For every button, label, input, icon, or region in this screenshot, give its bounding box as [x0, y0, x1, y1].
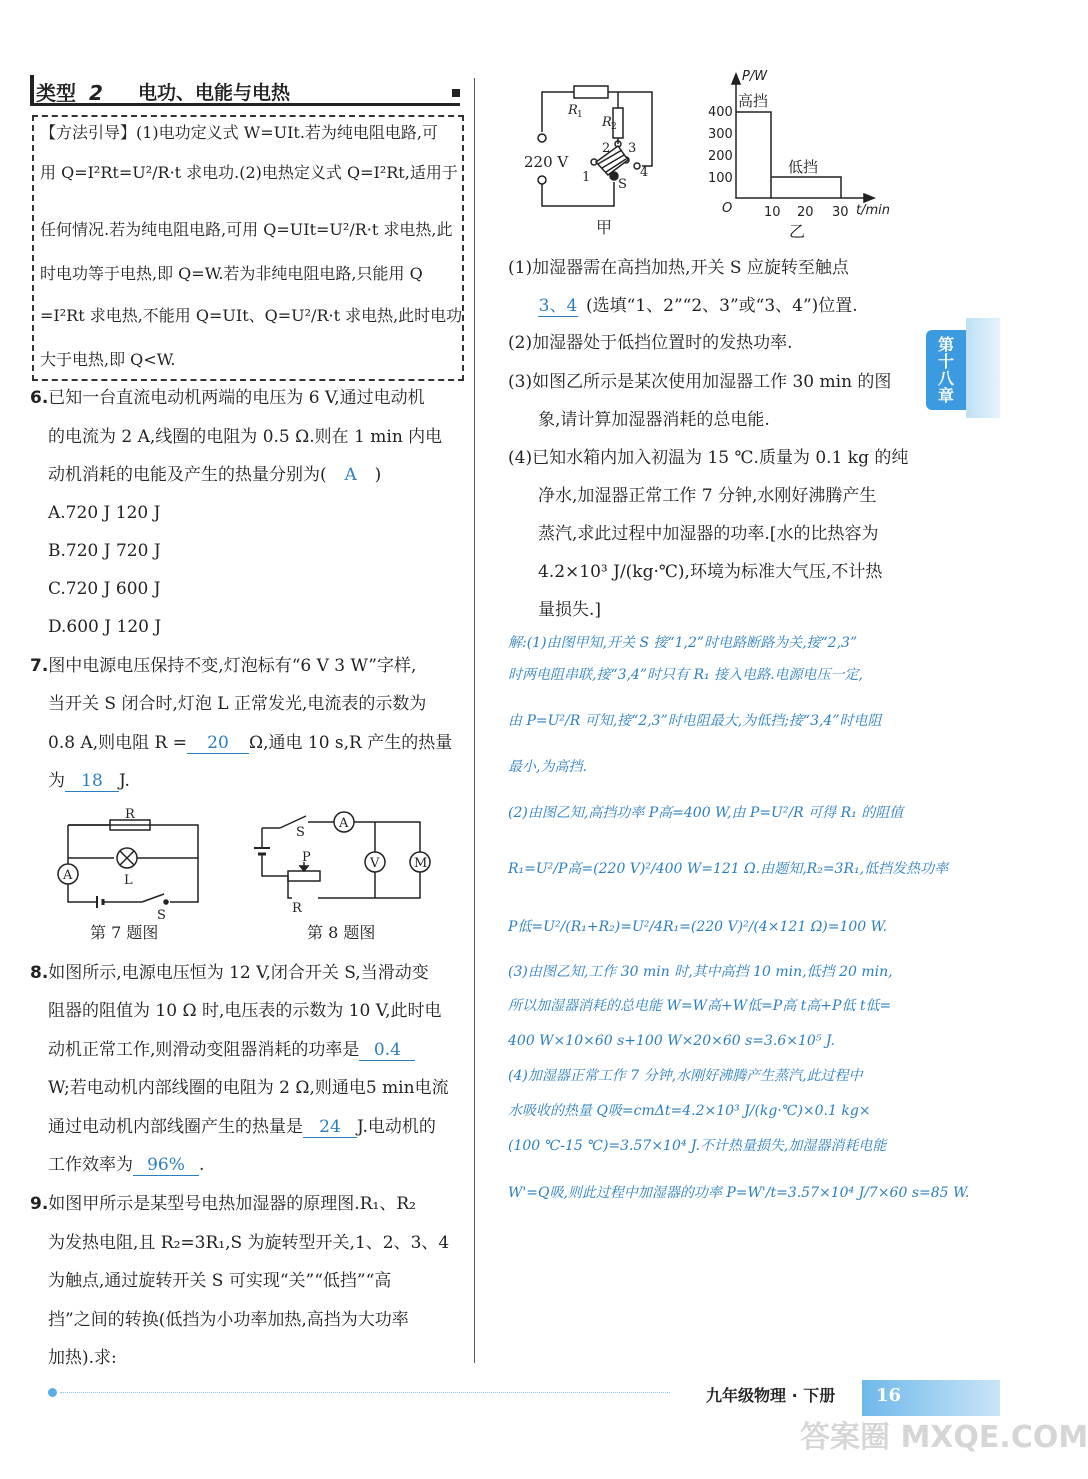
svg-text:S: S: [296, 825, 305, 840]
q7-answer-r: 20: [187, 733, 249, 754]
q7-line: 0.8 A,则电阻 R = 20 Ω,通电 10 s,R 产生的热量: [48, 733, 453, 753]
q6-answer: A: [344, 465, 357, 485]
method-line: =I²Rt 求电热,不能用 Q=UIt、Q=U²/R·t 求电热,此时电功: [40, 306, 463, 325]
figure-yi-graph: [700, 68, 910, 228]
figure-jia-caption: 甲: [596, 218, 613, 237]
q9-sub2: (2)加湿器处于低挡位置时的发热功率.: [508, 333, 793, 353]
q9-line: 为发热电阻,且 R₂=3R₁,S 为旋转型开关,1、2、3、4: [48, 1233, 450, 1253]
q8-answer-efficiency: 96%: [133, 1155, 199, 1176]
q6-line: 动机消耗的电能及产生的热量分别为( A ): [48, 465, 382, 485]
type-label: 类型 2: [36, 81, 103, 105]
svg-text:2: 2: [602, 141, 611, 156]
svg-text:3: 3: [628, 141, 637, 156]
solution-line: R₁=U²/P高=(220 V)²/400 W=121 Ω.由题知,R₂=3R₁,低挡发热功率: [508, 861, 949, 877]
figure-8-caption: 第 8 题图: [307, 923, 376, 942]
figure-8-circuit: [248, 808, 438, 918]
method-line: 用 Q=I²Rt=U²/R·t 求电功.(2)电热定义式 Q=I²Rt,适用于: [40, 163, 458, 182]
question-6: 6.已知一台直流电动机两端的电压为 6 V,通过电动机: [30, 388, 425, 408]
graph-xtick: 20: [797, 205, 814, 220]
question-7: 7.图中电源电压保持不变,灯泡标有“6 V 3 W”字样,: [30, 656, 417, 676]
graph-ytick: 100: [708, 171, 733, 186]
solution-line: (100 ℃-15 ℃)=3.57×10⁴ J.不计热量损失,加湿器消耗电能: [508, 1138, 887, 1154]
solution-line: 最小,为高挡.: [508, 759, 587, 775]
q8-line: 工作效率为 96% .: [48, 1155, 205, 1175]
solution-line: 由 P=U²/R 可知,接“2,3”时电阻最大,为低挡;接“3,4”时电阻: [508, 713, 882, 729]
header-square-icon: [452, 89, 460, 97]
solution-line: 所以加湿器消耗的总电能 W=W高+W低=P高 t高+P低 t低=: [508, 998, 892, 1014]
svg-text:A: A: [63, 868, 73, 883]
question-9: 9.如图甲所示是某型号电热加湿器的原理图.R₁、R₂: [30, 1194, 416, 1214]
svg-text:M: M: [414, 856, 428, 871]
q9-sub4: 量损失.]: [538, 600, 602, 620]
svg-text:S: S: [157, 908, 166, 923]
solution-line: 解:(1)由图甲知,开关 S 接“1,2”时电路断路为关,接“2,3”: [508, 635, 858, 651]
graph-ytick: 200: [708, 149, 733, 164]
svg-text:1: 1: [577, 110, 583, 120]
q6-option: C.720 J 600 J: [48, 579, 161, 599]
svg-text:1: 1: [582, 170, 591, 185]
q8-line: 动机正常工作,则滑动变阻器消耗的功率是 0.4: [48, 1040, 415, 1061]
method-line: 【方法引导】(1)电功定义式 W=UIt.若为纯电阻电路,可: [40, 123, 439, 142]
svg-text:R: R: [125, 807, 135, 822]
graph-low-label: 低挡: [788, 158, 819, 176]
question-8: 8.如图所示,电源电压恒为 12 V,闭合开关 S,当滑动变: [30, 963, 429, 983]
q9-sub1-answer: 3、4 (选填“1、2”“2、3”或“3、4”)位置.: [538, 296, 858, 316]
solution-line: W'=Q吸,则此过程中加湿器的功率 P=W'/t=3.57×10⁴ J/7×60 s=85 W.: [508, 1185, 970, 1201]
q8-answer-heat: 24: [303, 1117, 357, 1138]
q9-line: 挡”之间的转换(低挡为小功率加热,高挡为大功率: [48, 1310, 409, 1330]
graph-ytick: 400: [708, 105, 733, 120]
q8-answer-power: 0.4: [359, 1040, 415, 1061]
footer-line: [60, 1392, 670, 1393]
footer-dot: [48, 1388, 57, 1397]
graph-origin: O: [722, 201, 733, 216]
svg-text:R: R: [602, 115, 612, 130]
header-left-bar: [30, 75, 34, 103]
graph-xtick: 30: [832, 205, 849, 220]
q8-line: W;若电动机内部线圈的电阻为 2 Ω,则通电5 min电流: [48, 1078, 449, 1098]
figure-7-caption: 第 7 题图: [90, 923, 159, 942]
watermark: 答案圈 MXQE.COM: [800, 1420, 1088, 1455]
q9-sub1: (1)加湿器需在高挡加热,开关 S 应旋转至触点: [508, 258, 849, 278]
q9-sub3: 象,请计算加湿器消耗的总电能.: [538, 410, 770, 430]
tab-edge-decoration: [966, 318, 1000, 418]
svg-text:2: 2: [611, 122, 617, 132]
svg-text:L: L: [124, 873, 133, 888]
q8-line: 阻器的阻值为 10 Ω 时,电压表的示数为 10 V,此时电: [48, 1001, 442, 1021]
solution-line: 水吸收的热量 Q吸=cmΔt=4.2×10³ J/(kg·℃)×0.1 kg×: [508, 1103, 871, 1119]
svg-text:S: S: [618, 177, 627, 192]
q8-line: 通过电动机内部线圈产生的热量是 24 J.电动机的: [48, 1117, 436, 1137]
method-box: [32, 115, 464, 381]
svg-text:V: V: [370, 856, 380, 871]
graph-high-label: 高挡: [738, 92, 769, 110]
figure-yi-caption: 乙: [789, 222, 806, 241]
q7-line: 为 18 J.: [48, 771, 130, 791]
solution-line: P低=U²/(R₁+R₂)=U²/4R₁=(220 V)²/(4×121 Ω)=100 W.: [508, 919, 888, 935]
svg-text:P: P: [302, 850, 311, 865]
graph-xlabel: t/min: [856, 203, 890, 218]
voltage-label: 220 V: [524, 153, 569, 171]
q9-sub4: (4)已知水箱内加入初温为 15 ℃.质量为 0.1 kg 的纯: [508, 448, 909, 468]
solution-line: 时两电阻串联,接“3,4”时只有 R₁ 接入电路.电源电压一定,: [508, 667, 863, 683]
method-line: 任何情况.若为纯电阻电路,可用 Q=UIt=U²/R·t 求电热,此: [40, 220, 453, 239]
q7-line: 当开关 S 闭合时,灯泡 L 正常发光,电流表的示数为: [48, 694, 427, 714]
q9-line: 加热).求:: [48, 1348, 117, 1368]
q7-answer-heat: 18: [65, 771, 119, 792]
graph-ylabel: P/W: [742, 69, 768, 84]
q6-option: D.600 J 120 J: [48, 617, 162, 637]
rheostat-icon: [288, 871, 320, 881]
q6-option: A.720 J 120 J: [48, 503, 161, 523]
solution-line: (3)由图乙知,工作 30 min 时,其中高挡 10 min,低挡 20 min,: [508, 964, 893, 980]
graph-ytick: 300: [708, 127, 733, 142]
section-header: [30, 75, 460, 106]
column-divider: [474, 78, 475, 1363]
q9-sub4: 4.2×10³ J/(kg·℃),环境为标准大气压,不计热: [538, 562, 883, 582]
method-line: 大于电热,即 Q<W.: [40, 350, 176, 369]
svg-text:A: A: [339, 816, 349, 831]
resistor-r1-icon: [574, 86, 608, 98]
q6-option: B.720 J 720 J: [48, 541, 161, 561]
chapter-tab[interactable]: 第 十 八 章: [926, 330, 966, 410]
method-line: 时电功等于电热,即 Q=W.若为非纯电阻电路,只能用 Q: [40, 264, 423, 283]
svg-text:4: 4: [640, 165, 649, 180]
solution-line: 400 W×10×60 s+100 W×20×60 s=3.6×10⁵ J.: [508, 1033, 835, 1049]
figure-7-circuit: [52, 807, 212, 923]
solution-line: (2)由图乙知,高挡功率 P高=400 W,由 P=U²/R 可得 R₁ 的阻值: [508, 805, 904, 821]
svg-text:R: R: [568, 103, 578, 118]
solution-line: (4)加湿器正常工作 7 分钟,水刚好沸腾产生蒸汽,此过程中: [508, 1068, 863, 1084]
q9-sub4: 净水,加湿器正常工作 7 分钟,水刚好沸腾产生: [538, 486, 877, 506]
page-number: 16: [876, 1385, 902, 1406]
svg-text:R: R: [292, 901, 302, 916]
graph-xtick: 10: [764, 205, 781, 220]
q9-sub3: (3)如图乙所示是某次使用加湿器工作 30 min 的图: [508, 372, 892, 392]
q9-line: 为触点,通过旋转开关 S 可实现“关”“低挡”“高: [48, 1271, 392, 1291]
q9-sub4: 蒸汽,求此过程中加湿器的功率.[水的比热容为: [538, 524, 879, 544]
footer-text: 九年级物理 · 下册: [706, 1386, 836, 1405]
figure-jia-circuit: [518, 80, 668, 212]
q6-line: 的电流为 2 A,线圈的电阻为 0.5 Ω.则在 1 min 内电: [48, 427, 443, 447]
section-title: 电功、电能与电热: [138, 82, 291, 104]
